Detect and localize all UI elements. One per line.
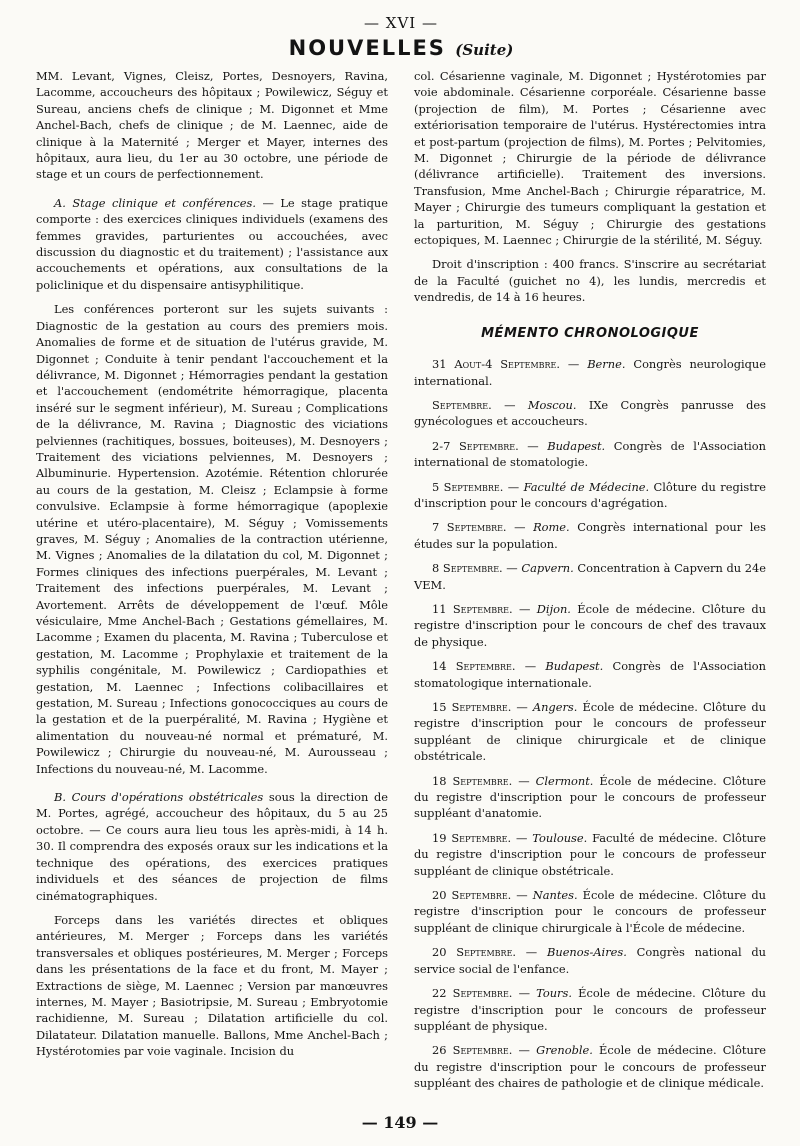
stage-clinique-title: A. Stage clinique et conférences.	[54, 195, 256, 210]
memento-date: 11 Septembre.	[432, 601, 513, 616]
memento-date: Septembre.	[432, 397, 492, 412]
memento-text: École de médecine. Clôture du registre d'inscription pour le concours de professeur suppléant de clinique chirurgicale à l'École de médecine.	[414, 888, 766, 935]
memento-entry: 11 Septembre. — Dijon. École de médecine. Clôture du registre d'inscription pour le concours de chef des travaux de physique.	[414, 601, 767, 649]
memento-entry: 18 Septembre. — Clermont. École de médecine. Clôture du registre d'inscription pour le concours de professeur suppléant d'anatomie.	[414, 773, 767, 821]
memento-entry: 5 Septembre. — Faculté de Médecine. Clôture du registre d'inscription pour le concours d'agrégation.	[414, 479, 766, 510]
memento-text: École de médecine. Clôture du registre d'inscription pour le concours de professeur suppléant d'anatomie.	[414, 773, 767, 821]
memento-list	[414, 356, 766, 1091]
right-column	[414, 68, 766, 1100]
roman-page-number: — XVI —	[364, 14, 438, 32]
memento-entry: 20 Septembre. — Nantes. École de médecine. Clôture du registre d'inscription pour le concours de professeur suppléant de clinique chirurgicale à l'École de médecine.	[414, 888, 766, 935]
memento-date: 31 Aout-4 Septembre.	[432, 357, 560, 372]
conferences-paragraph: Les conférences porteront sur les sujets suivants : Diagnostic de la gestation au cours des premiers mois. Anomalies de forme et de situation de l'utérus gravide, M. Digonnet ; Conduite à tenir pendant l'accouchement et la délivrance, M. Digonnet ; Hémorragies pendant la gestation et l'accouchement (endométrite hémorragique, placenta inséré sur le segment inférieur), M. Sureau ; Complications de la délivrance, M. Ravina ; Diagnostic des viciations pelviennes (rachitiques, bossues, boiteuses), M. Desnoyers ; Traitement des viciations pelviennes, M. Desnoyers ; Albuminurie. Hypertension. Azotémie. Rétention chlorurée au cours de la gestation, M. Cleisz ; Eclampsie à forme convulsive. Eclampsie à forme hémorragique (apoplexie utérine et utéro-placentaire), M. Séguy ; Vomissements graves, M. Séguy ; Anomalies de la contraction utérienne, M. Vignes ; Anomalies de la dilatation du col, M. Digonnet ; Formes cliniques des infections puerpérales, M. Levant ; Traitement des infections puerpérales, M. Levant ; Avortement. Arrêts de développement de l'œuf. Môle vésiculaire, Mme Anchel-Bach ; Gestations gémellaires, M. Lacomme ; Examen du placenta, M. Ravina ; Tuberculose et gestation, M. Lacomme ; Prophylaxie et traitement de la syphilis congénitale, M. Powilewicz ; Cardiopathies et gestation, M. Laennec ; Infections colibacillaires et gestation, M. Sureau ; Infections gonococciques au cours de la gestation et de la puerpéralité, M. Ravina ; Hygiène et alimentation du nouveau-né normal et prématuré, M. Powilewicz ; Chirurgie du nouveau-né, M. Aurousseau ; Infections du nouveau-né, M. Lacomme.	[36, 302, 388, 776]
memento-place: Clermont.	[535, 773, 594, 788]
memento-entry: 14 Septembre. — Budapest. Congrès de l'Association stomatologique internationale.	[414, 659, 767, 690]
memento-text: Concentration à Capvern du 24e VEM.	[414, 561, 767, 592]
memento-entry: 31 Aout-4 Septembre. — Berne. Congrès neurologique international.	[414, 357, 766, 388]
memento-date: 7 Septembre.	[432, 520, 507, 535]
left-column	[36, 68, 388, 1100]
memento-place: Grenoble.	[536, 1043, 593, 1058]
memento-date: 18 Septembre.	[432, 773, 513, 788]
memento-date: 2-7 Septembre.	[432, 438, 519, 453]
memento-text: Clôture du registre d'inscription pour le concours d'agrégation.	[414, 479, 766, 510]
memento-entry: 26 Septembre. — Grenoble. École de médecine. Clôture du registre d'inscription pour le concours de professeur suppléant des chaires de pathologie et de clinique médicale.	[414, 1043, 767, 1091]
memento-text: École de médecine. Clôture du registre d'inscription pour le concours de professeur suppléant de clinique chirurgicale et de clinique obstétricale.	[414, 700, 766, 764]
continuation-paragraph: col. Césarienne vaginale, M. Digonnet ; Hystérotomies par voie abdominale. Césarienne corporéale. Césarienne basse (projection de film), M. Portes ; Césarienne avec extériorisation temporaire de l'utérus. Hystérectomies intra et post-partum (projection de films), M. Portes ; Pelvitomies, M. Digonnet ; Chirurgie de la période de délivrance (délivrance artificielle). Traitement des inversions. Transfusion, Mme Anchel-Bach ; Chirurgie réparatrice, M. Mayer ; Chirurgie des tumeurs compliquant la gestation et la parturition, M. Séguy ; Chirurgie des gestations ectopiques, M. Laennec ; Chirurgie de la stérilité, M. Séguy.	[414, 69, 766, 248]
section-suffix: (Suite)	[455, 41, 514, 59]
memento-entry: 19 Septembre. — Toulouse. Faculté de médecine. Clôture du registre d'inscription pour le concours de professeur suppléant de clinique obstétricale.	[414, 830, 767, 878]
memento-text: Congrès national du service social de l'enfance.	[414, 945, 767, 976]
memento-text: École de médecine. Clôture du registre d'inscription pour le concours de professeur suppléant de physique.	[414, 986, 766, 1033]
memento-entry: 22 Septembre. — Tours. École de médecine. Clôture du registre d'inscription pour le concours de professeur suppléant de physique.	[414, 986, 766, 1033]
memento-date: 20 Septembre.	[432, 945, 517, 960]
memento-place: Nantes.	[532, 888, 578, 903]
memento-entry: Septembre. — Moscou. IXe Congrès panrusse des gynécologues et accoucheurs.	[414, 397, 766, 429]
memento-entry: 7 Septembre. — Rome. Congrès international pour les études sur la population.	[414, 520, 766, 551]
memento-entry: 8 Septembre. — Capvern. Concentration à Capvern du 24e VEM.	[414, 561, 767, 592]
memento-place: Dijon.	[536, 601, 571, 616]
memento-date: 14 Septembre.	[432, 659, 516, 674]
page-number: — 149 —	[361, 1113, 439, 1132]
memento-place: Moscou.	[527, 397, 577, 412]
memento-entry: 20 Septembre. — Buenos-Aires. Congrès national du service social de l'enfance.	[414, 945, 767, 976]
memento-place: Toulouse.	[532, 830, 588, 845]
memento-text: École de médecine. Clôture du registre d'inscription pour le concours de professeur suppléant des chaires de pathologie et de clinique médicale.	[414, 1043, 767, 1091]
memento-date: 26 Septembre.	[432, 1043, 513, 1058]
memento-text: Congrès international pour les études sur la population.	[414, 520, 766, 551]
memento-date: 5 Septembre.	[432, 479, 504, 494]
memento-place: Budapest.	[547, 438, 606, 453]
cours-operations-text: sous la direction de M. Portes, agrégé, accoucheur des hôpitaux, du 5 au 25 octobre. — Ce cours aura lieu tous les après-midi, à 14 h. 30. Il comprendra des exposés oraux sur les indications et la technique des opérations, des exercices pratiques individuels et des séances de projection de films cinématographiques.	[36, 790, 388, 903]
cours-operations-title: B. Cours d'opérations obstétricales	[54, 790, 264, 805]
memento-entry: 2-7 Septembre. — Budapest. Congrès de l'Association international de stomatologie.	[414, 438, 766, 470]
section-heading	[36, 36, 766, 66]
two-column-body	[36, 68, 766, 1100]
memento-date: 20 Septembre.	[432, 888, 512, 903]
memento-place: Buenos-Aires.	[546, 945, 627, 960]
memento-date: 15 Septembre.	[432, 700, 512, 714]
cours-operations-paragraph	[36, 789, 388, 904]
memento-text: Congrès de l'Association stomatologique internationale.	[414, 659, 767, 690]
stage-clinique-text: — Le stage pratique comporte : des exercices cliniques individuels (examens des femmes gravides, parturientes ou accouchées, avec discussion du diagnostic et du traitement) ; l'assistance aux accouchements et opérations, aux consultations de la policlinique et du dispensaire antisyphilitique.	[36, 195, 388, 292]
memento-title: MÉMENTO CHRONOLOGIQUE	[481, 325, 699, 341]
memento-place: Angers.	[532, 700, 578, 714]
section-title: NOUVELLES	[288, 36, 446, 60]
stage-clinique-paragraph	[36, 195, 388, 293]
memento-place: Capvern.	[521, 561, 574, 576]
memento-place: Berne.	[587, 357, 626, 372]
memento-date: 22 Septembre.	[432, 986, 513, 1001]
forceps-paragraph: Forceps dans les variétés directes et obliques antérieures, M. Merger ; Forceps dans les variétés transversales et obliques postérieures, M. Merger ; Forceps dans les présentations de la face et du front, M. Mayer ; Extractions de siège, M. Laennec ; Version par manœuvres internes, M. Mayer ; Basiotripsie, M. Sureau ; Embryotomie rachidienne, M. Sureau ; Dilatation artificielle du col. Dilatateur. Dilatation manuelle. Ballons, Mme Anchel-Bach ; Hystérotomies par voie vaginale. Incision du	[36, 912, 388, 1059]
memento-text: Congrès de l'Association international de stomatologie.	[414, 438, 766, 470]
memento-text: Faculté de médecine. Clôture du registre d'inscription pour le concours de professeur suppléant de clinique obstétricale.	[414, 830, 767, 878]
memento-text: IXe Congrès panrusse des gynécologues et accoucheurs.	[414, 397, 766, 429]
memento-text: École de médecine. Clôture du registre d'inscription pour le concours de chef des travaux de physique.	[414, 601, 767, 649]
memento-place: Faculté de Médecine.	[523, 479, 650, 494]
memento-place: Tours.	[536, 986, 572, 1001]
memento-text: Congrès neurologique international.	[414, 357, 766, 388]
memento-date: 8 Septembre.	[432, 561, 503, 576]
intro-paragraph: MM. Levant, Vignes, Cleisz, Portes, Desnoyers, Ravina, Lacomme, accoucheurs des hôpitaux ; Powilewicz, Séguy et Sureau, anciens chefs de clinique ; M. Digonnet et Mme Anchel-Bach, chefs de clinique ; de M. Laennec, aide de clinique à la Maternité ; Merger et Mayer, internes des hôpitaux, aura lieu, du 1er au 30 octobre, une période de stage et un cours de perfectionnement.	[36, 69, 388, 182]
fees-paragraph: Droit d'inscription : 400 francs. S'inscrire au secrétariat de la Faculté (guichet no 4), les lundis, mercredis et vendredis, de 14 à 16 heures.	[414, 257, 766, 305]
memento-place: Budapest.	[545, 659, 604, 674]
memento-entry: 15 Septembre. — Angers. École de médecine. Clôture du registre d'inscription pour le concours de professeur suppléant de clinique chirurgicale et de clinique obstétricale.	[414, 700, 766, 764]
memento-date: 19 Septembre.	[432, 830, 512, 845]
memento-place: Rome.	[533, 520, 570, 535]
